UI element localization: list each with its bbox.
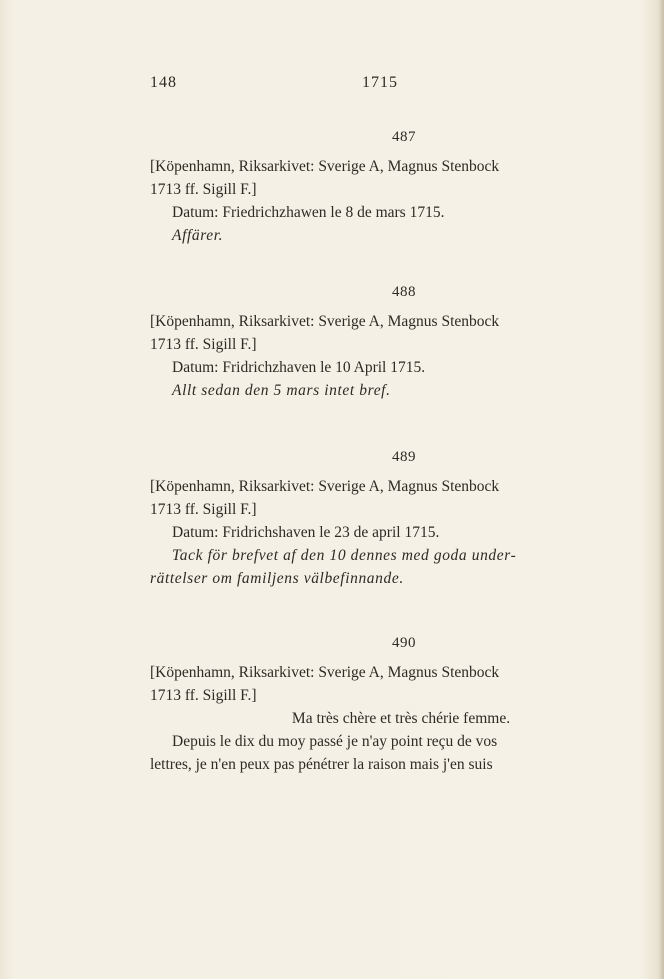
source-line: 1713 ff. Sigill F.]	[150, 501, 257, 518]
summary-line: Allt sedan den 5 mars intet bref.	[172, 382, 391, 399]
running-title: 1715	[362, 74, 398, 91]
letter-number: 489	[392, 449, 416, 465]
letter-489	[150, 446, 600, 590]
date-line: Datum: Fridrichshaven le 23 de april 1715.	[172, 524, 440, 541]
summary-line: rättelser om familjens välbefinnande.	[150, 570, 404, 587]
letter-number: 487	[392, 129, 416, 145]
letter-490	[150, 632, 600, 776]
letter-number: 490	[392, 635, 416, 651]
summary-line: Affärer.	[172, 227, 224, 244]
date-line: Datum: Friedrichzhawen le 8 de mars 1715.	[172, 204, 445, 221]
salutation: Ma très chère et très chérie femme.	[291, 710, 511, 727]
source-line: 1713 ff. Sigill F.]	[150, 687, 257, 704]
source-line: [Köpenhamn, Riksarkivet: Sverige A, Magnus Stenbock	[150, 158, 500, 175]
source-line: 1713 ff. Sigill F.]	[150, 181, 257, 198]
source-line: 1713 ff. Sigill F.]	[150, 336, 257, 353]
source-line: [Köpenhamn, Riksarkivet: Sverige A, Magnus Stenbock	[150, 478, 500, 495]
letter-number: 488	[392, 284, 416, 300]
letter-487	[150, 126, 600, 247]
source-line: [Köpenhamn, Riksarkivet: Sverige A, Magnus Stenbock	[150, 664, 500, 681]
page-number: 148	[150, 74, 177, 91]
source-line: [Köpenhamn, Riksarkivet: Sverige A, Magnus Stenbock	[150, 313, 500, 330]
summary-line: Tack för brefvet af den 10 dennes med goda under-	[172, 547, 517, 564]
page-edge-shadow	[658, 0, 664, 979]
body-line: lettres, je n'en peux pas pénétrer la raison mais j'en suis	[150, 756, 493, 773]
letter-488	[150, 281, 600, 402]
body-line: Depuis le dix du moy passé je n'ay point reçu de vos	[172, 733, 498, 750]
date-line: Datum: Fridrichzhaven le 10 April 1715.	[172, 359, 426, 376]
